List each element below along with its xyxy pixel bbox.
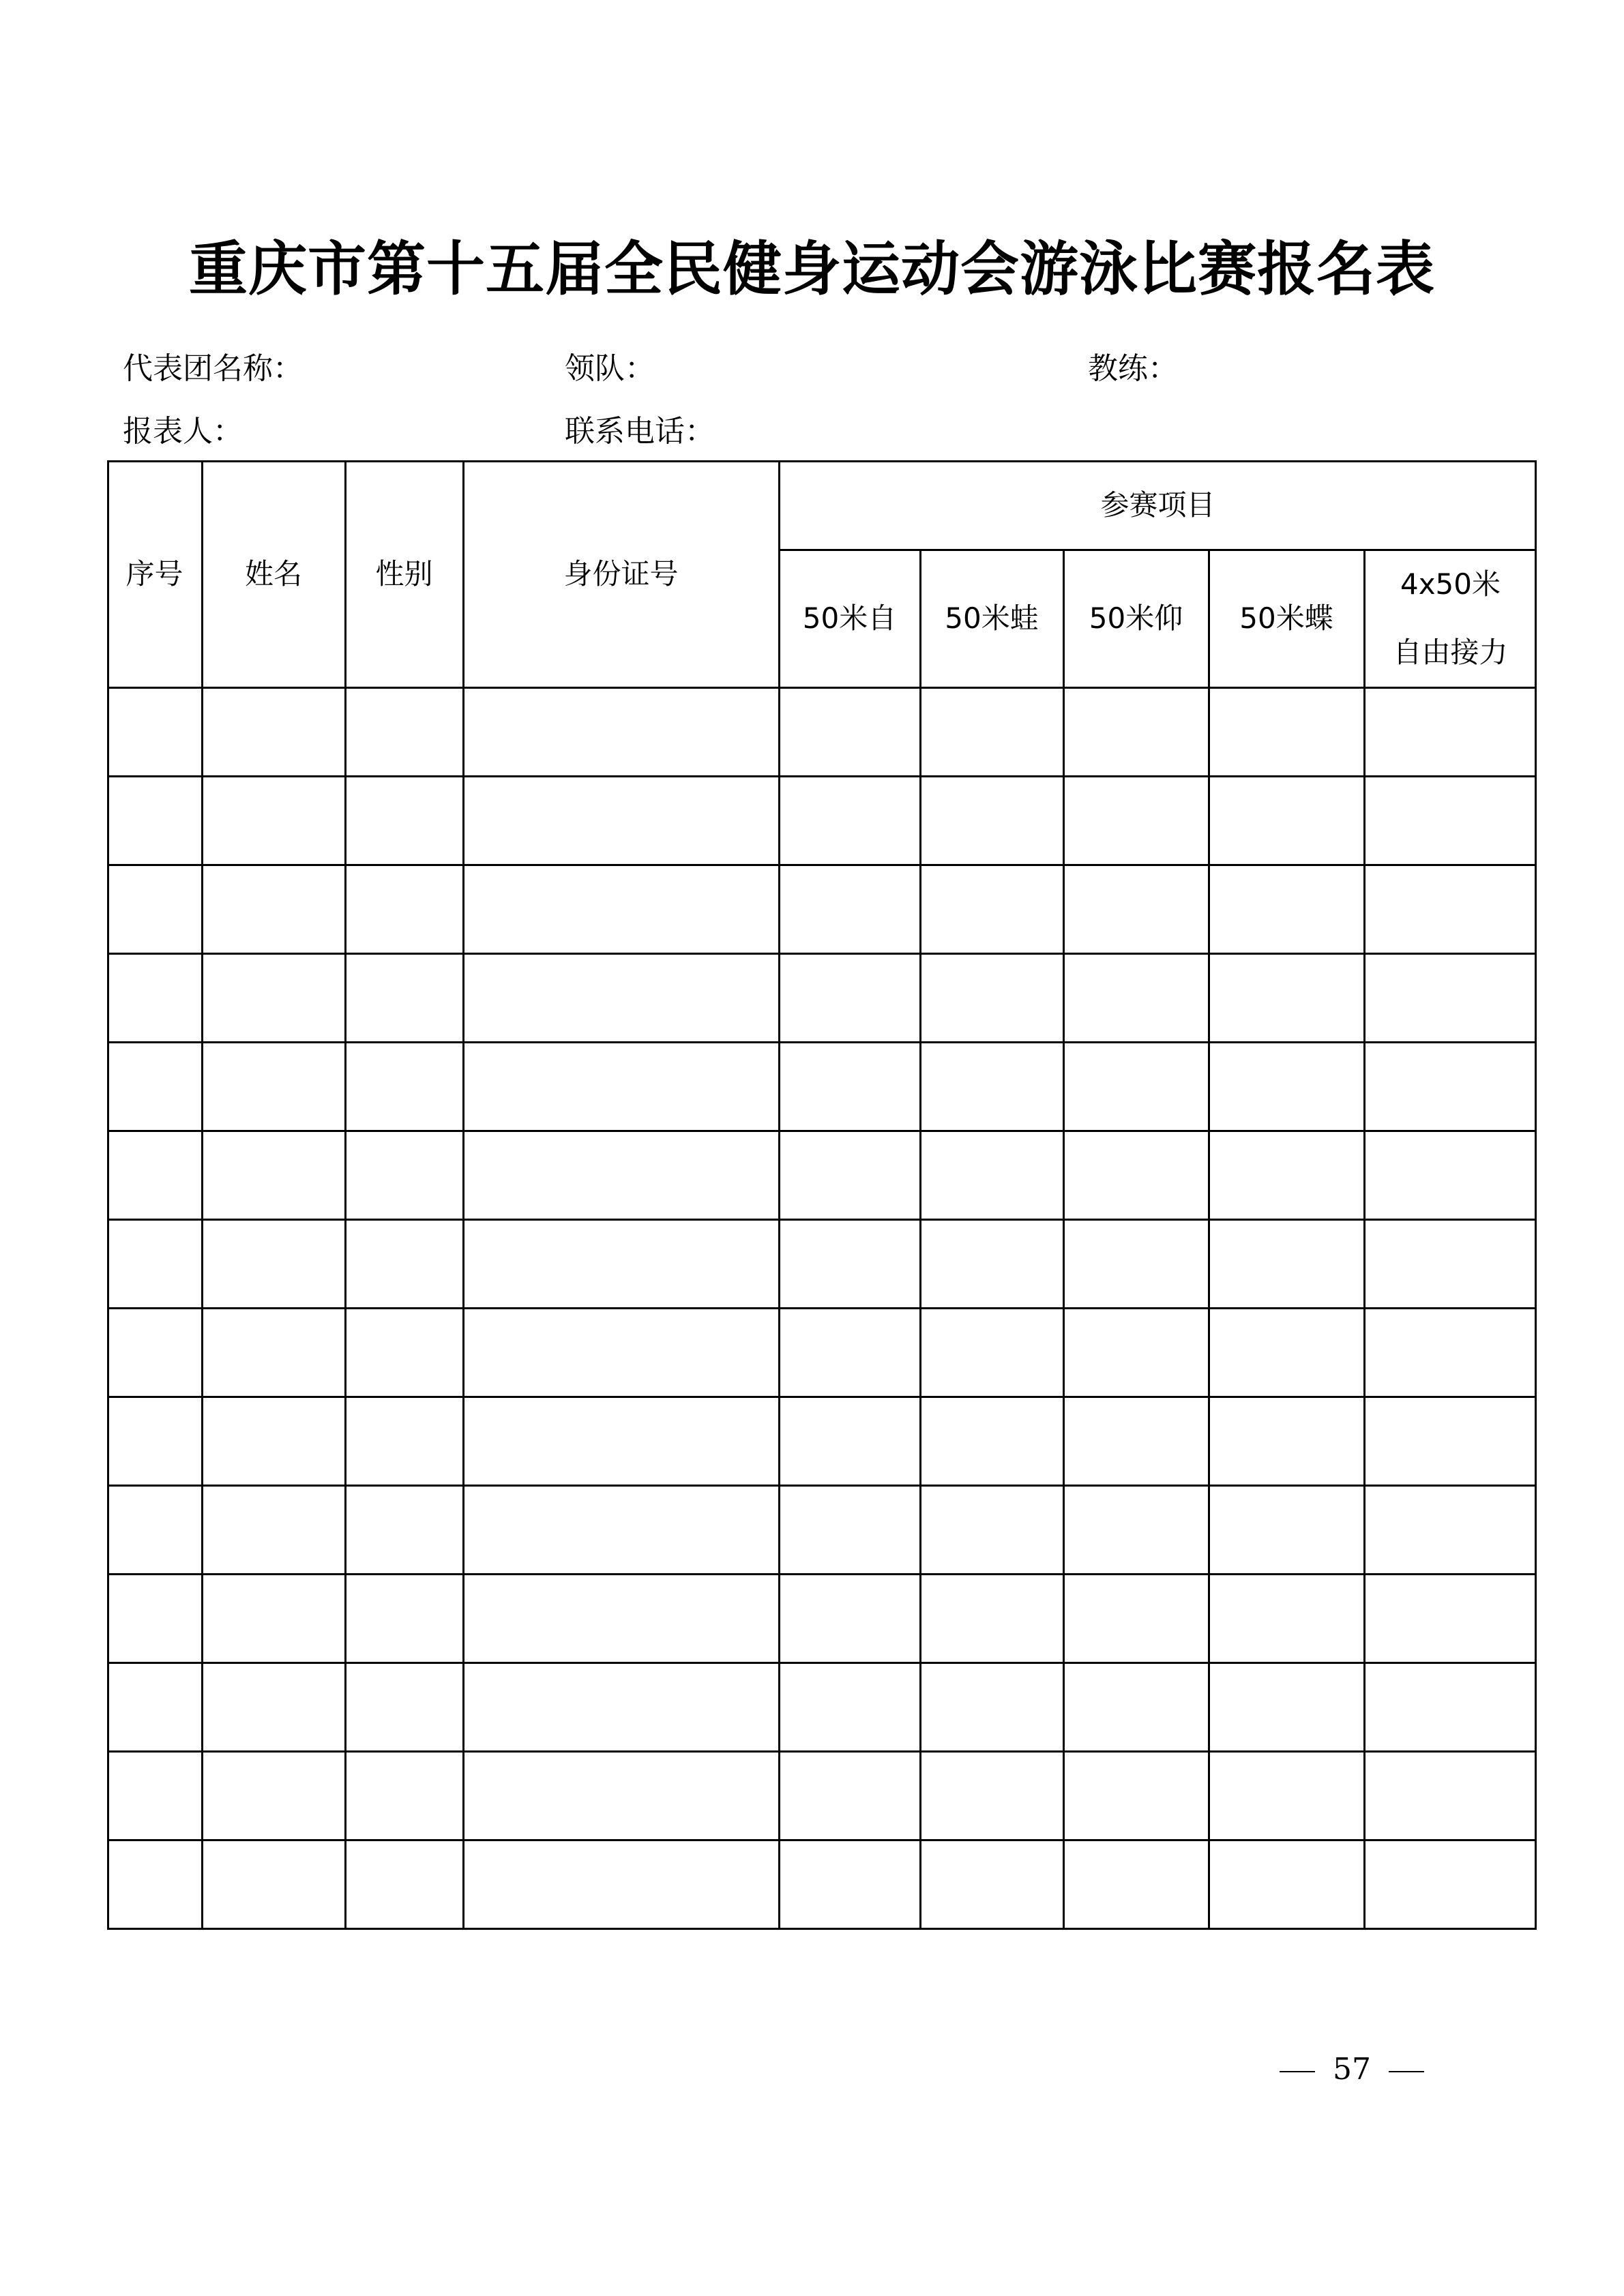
header-event-4x50m-freestyle-relay bbox=[1364, 550, 1537, 687]
events-subheader-divider bbox=[779, 549, 1537, 551]
table-row[interactable] bbox=[107, 1841, 1537, 1928]
header-event-50m-backstroke: 50米仰 bbox=[1089, 601, 1183, 635]
header-gender: 性别 bbox=[375, 556, 433, 591]
relay-label-line2: 自由接力 bbox=[1393, 636, 1508, 669]
table-row[interactable] bbox=[107, 1575, 1537, 1662]
table-row[interactable] bbox=[107, 1043, 1537, 1130]
table-row[interactable] bbox=[107, 777, 1537, 864]
table-row[interactable] bbox=[107, 1398, 1537, 1485]
header-events-group: 参赛项目 bbox=[1100, 488, 1215, 522]
table-row[interactable] bbox=[107, 1753, 1537, 1839]
table-top-border bbox=[107, 460, 1537, 462]
header-serial: 序号 bbox=[126, 556, 183, 591]
table-row[interactable] bbox=[107, 1487, 1537, 1573]
table-row[interactable] bbox=[107, 689, 1537, 775]
form-title: 重庆市第十五届全民健身运动会游泳比赛报名表 bbox=[189, 235, 1435, 303]
coach-label: 教练： bbox=[1088, 351, 1178, 386]
header-event-50m-butterfly: 50米蝶 bbox=[1239, 601, 1333, 635]
header-event-50m-freestyle: 50米自 bbox=[802, 601, 897, 635]
header-event-50m-breaststroke: 50米蛙 bbox=[945, 601, 1039, 635]
registration-table bbox=[107, 460, 1537, 1929]
page-number-dash-left bbox=[1280, 2071, 1315, 2072]
team-leader-label: 领队： bbox=[565, 351, 655, 386]
table-row[interactable] bbox=[107, 866, 1537, 953]
page-number-dash-right bbox=[1389, 2071, 1424, 2072]
table-row[interactable] bbox=[107, 1221, 1537, 1307]
table-bottom-border bbox=[107, 1928, 1537, 1930]
header-id-number: 身份证号 bbox=[563, 556, 679, 591]
table-row[interactable] bbox=[107, 1132, 1537, 1219]
table-row[interactable] bbox=[107, 1309, 1537, 1396]
page-number bbox=[1262, 2049, 1432, 2090]
contact-phone-label: 联系电话： bbox=[565, 414, 715, 449]
reporter-label: 报表人： bbox=[123, 414, 243, 449]
header-name: 姓名 bbox=[244, 556, 302, 591]
table-row[interactable] bbox=[107, 955, 1537, 1041]
relay-label-line1: 4x50米 bbox=[1400, 567, 1501, 601]
table-row[interactable] bbox=[107, 1664, 1537, 1750]
delegation-name-label: 代表团名称： bbox=[123, 351, 303, 386]
page-number-value: 57 bbox=[1333, 2052, 1371, 2087]
